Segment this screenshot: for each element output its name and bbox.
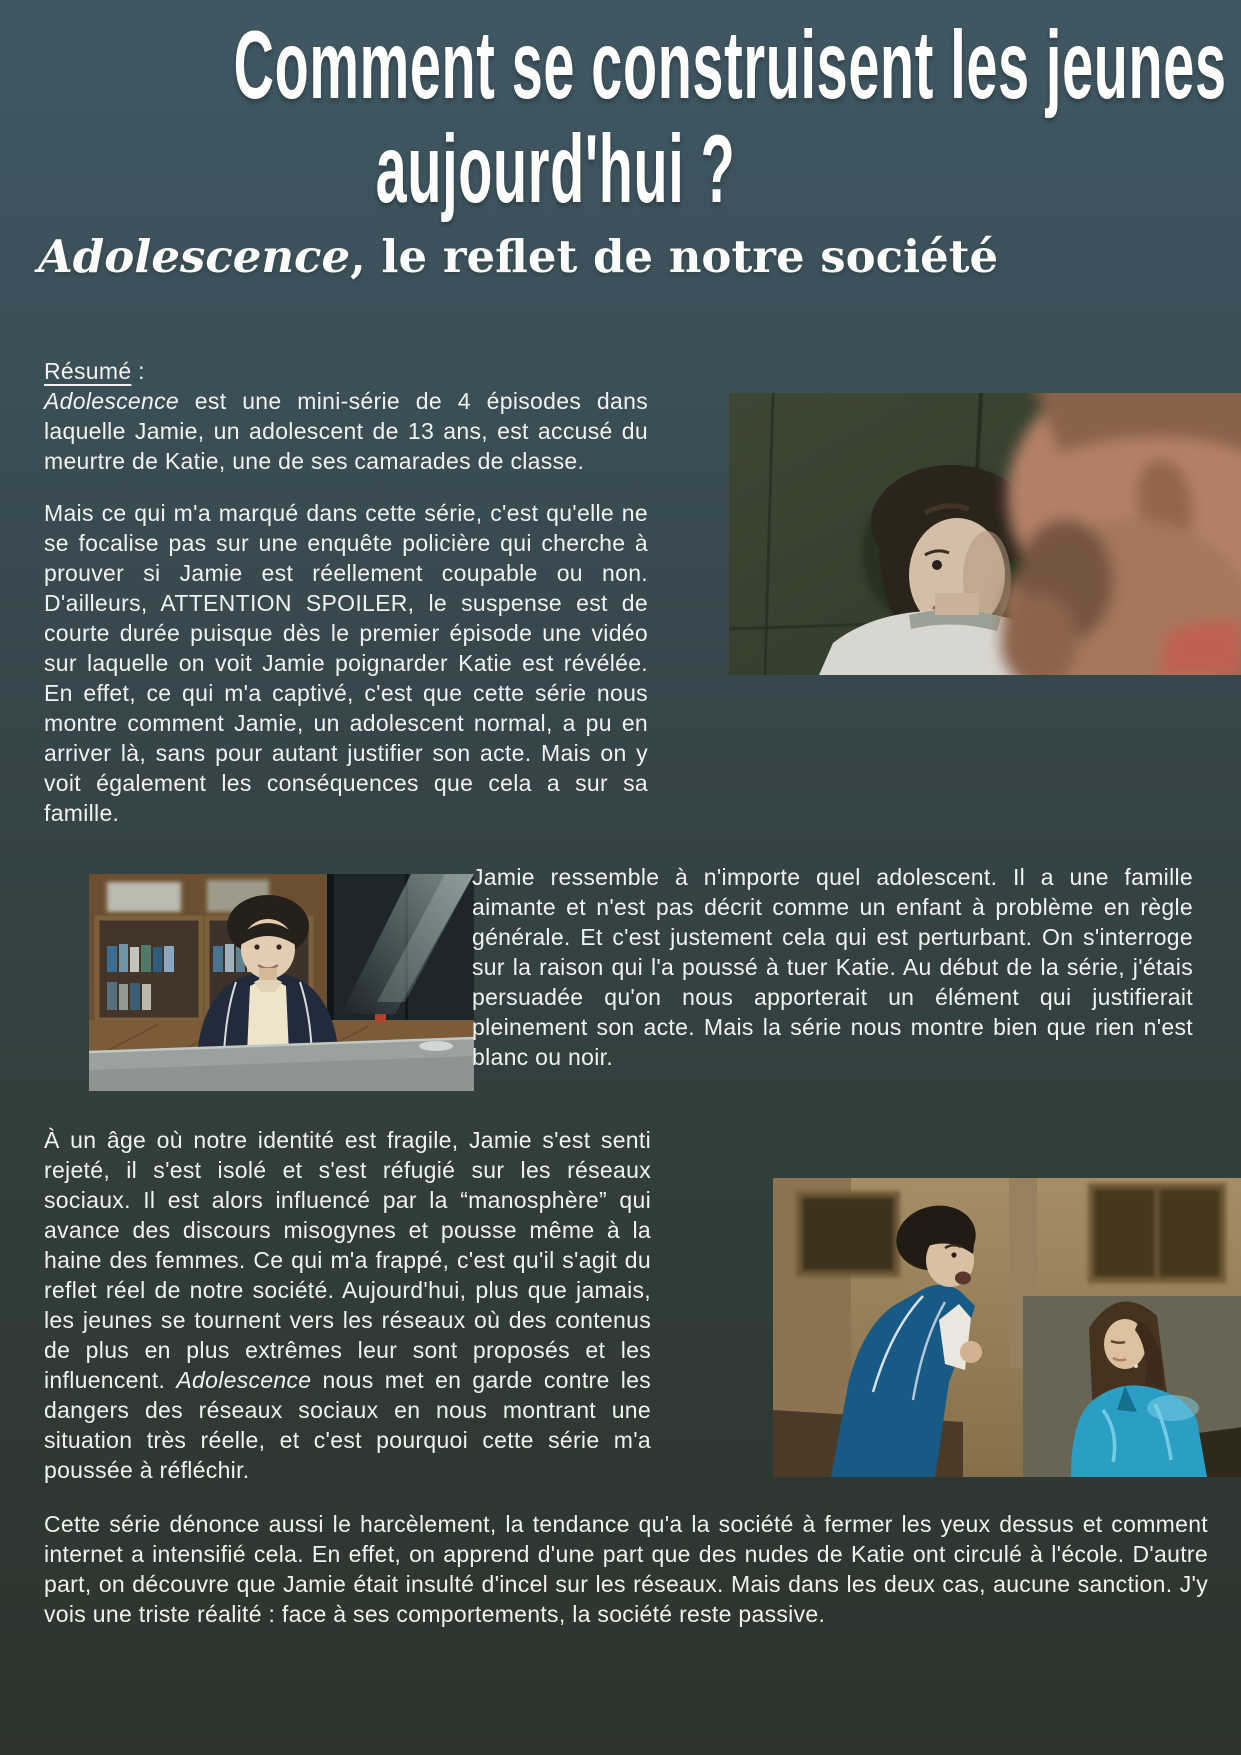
resume-heading-label: Résumé: [44, 358, 132, 384]
photo-interrogation: [729, 393, 1241, 675]
photo-confrontation-image: [773, 1178, 1241, 1477]
photo-confrontation: [773, 1178, 1241, 1477]
page-title-line-1: Comment se construisent les jeunes: [233, 11, 1227, 120]
photo-interrogation-image: [729, 393, 1241, 675]
paragraph-resume-2: Mais ce qui m'a marqué dans cette série, c'est qu'elle ne se focalise pas sur une enquête policière qui cherche à prouver si Jamie est réellement coupable ou non. D'ailleurs, ATTENTION SPOILER, le suspense est de courte durée puisque dès le premier épisode une vidéo sur laquelle on voit Jamie poignarder Katie est révélée. En effet, ce qui m'a captivé, c'est que cette série nous montre comment Jamie, un adolescent normal, a pu en arriver là, sans pour autant justifier son acte. Mais on y voit également les conséquences que cela a sur sa famille.: [44, 500, 648, 826]
resume-section: [44, 356, 648, 828]
paragraph-reseaux: À un âge où notre identité est fragile, Jamie s'est senti rejeté, il s'est isolé et s'est réfugié sur les réseaux sociaux. Il est alors influencé par la “manosphère” qui avance des discours misogynes et pousse même à la haine des femmes. Ce qui m'a frappé, c'est qu'il s'agit du reflet réel de notre société. Aujourd'hui, plus que jamais, les jeunes se tournent vers les réseaux où des contenus de plus en plus extrêmes leur sont proposés et les influencent. Adolescence nous met en garde contre les dangers des réseaux sociaux en nous montrant une situation très réelle, et c'est pourquoi cette série m'a poussée à réfléchir.: [44, 1127, 651, 1483]
page-subtitle: [0, 230, 1036, 284]
subtitle-series-name: Adolescence: [37, 230, 351, 283]
photo-interview: [89, 874, 474, 1091]
page-title-line-2: aujourd'hui ?: [375, 115, 735, 224]
resume-heading: [44, 356, 648, 386]
paragraph-jamie: Jamie ressemble à n'importe quel adolescent. Il a une famille aimante et n'est pas décrit comme un enfant à problème en règle générale. Et c'est justement cela qui est perturbant. On s'interroge sur la raison qui l'a poussé à tuer Katie. Au début de la série, j'étais persuadée qu'on nous apporterait un élément qui justifierait pleinement son acte. Mais la série nous montre bien que rien n'est blanc ou noir.: [472, 864, 1193, 1070]
series-name-italic-2: Adolescence: [176, 1367, 312, 1393]
paragraph-harcelement: Cette série dénonce aussi le harcèlement, la tendance qu'a la société à fermer les yeux dessus et comment internet a intensifié cela. En effet, on apprend d'une part que des nudes de Katie ont circulé à l'école. D'autre part, on découvre que Jamie était insulté d'incel sur les réseaux. Mais dans les deux cas, aucune sanction. J'y vois une triste réalité : face à ses comportements, la société reste passive.: [44, 1511, 1208, 1627]
resume-heading-colon: :: [131, 358, 145, 384]
photo-interview-image: [89, 874, 474, 1091]
subtitle-rest: , le reflet de notre société: [350, 230, 999, 283]
paragraph-resume-1: Adolescence est une mini-série de 4 épisodes dans laquelle Jamie, un adolescent de 13 ans, est accusé du meurtre de Katie, une de ses camarades de classe.: [44, 388, 648, 474]
series-name-italic: Adolescence: [44, 388, 179, 414]
page-title: [0, 11, 1227, 224]
